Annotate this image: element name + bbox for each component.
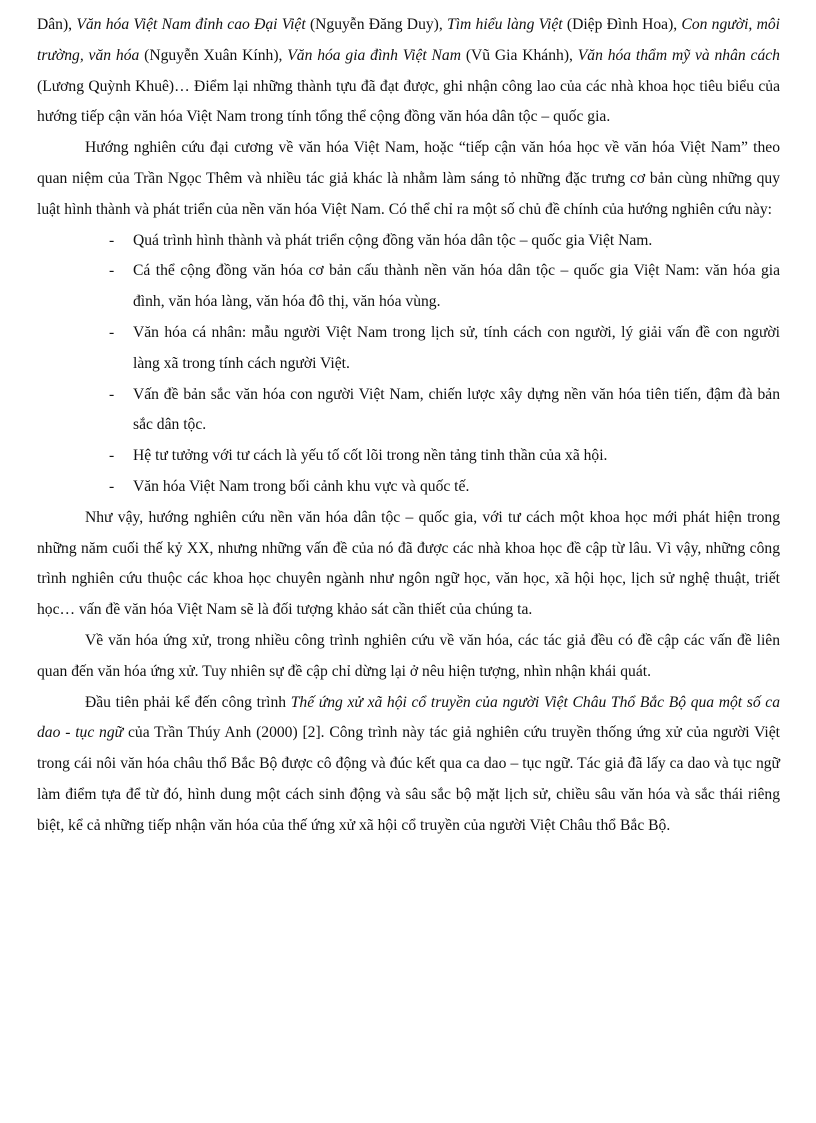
text-run: (Diệp Đình Hoa), bbox=[562, 16, 682, 33]
text-run: (Vũ Gia Khánh), bbox=[460, 46, 578, 64]
dash-marker: - bbox=[109, 262, 115, 280]
dash-marker: - bbox=[109, 385, 115, 403]
text-run: của Trần Thúy Anh (2000) [2]. Công trình này tác giả nghiên cứu truyền thống ứng xử của người Việt trong cái nôi văn hóa châu thổ Bắc Bộ được cô động và đúc kết qua ca dao – tục ngữ. Tác giả đã lấy ca dao và tục ngữ làm điểm tựa để từ đó, hình dung một cách sinh động và sâu sắc bộ mặt lịch sử, chiều sâu văn hóa và sắc thái riêng biệt, kể cả những tiếp nhận văn hóa của thế ứng xử xã hội cổ truyền của người Việt Châu thổ Bắc Bộ. bbox=[37, 724, 780, 834]
paragraph-1 bbox=[37, 10, 780, 133]
list-item bbox=[37, 318, 780, 380]
book-title: Văn hóa Việt Nam đỉnh cao Đại Việt bbox=[76, 16, 306, 33]
paragraph-2: Hướng nghiên cứu đại cương về văn hóa Việt Nam, hoặc “tiếp cận văn hóa học về văn hóa Việt Nam” theo quan niệm của Trần Ngọc Thêm và nhiều tác giả khác là nhằm làm sáng tỏ những đặc trưng cơ bản cùng những quy luật hình thành và phát triển của nền văn hóa Việt Nam. Có thể chỉ ra một số chủ đề chính của hướng nghiên cứu này: bbox=[37, 139, 780, 218]
list-item-text: Vấn đề bản sắc văn hóa con người Việt Nam, chiến lược xây dựng nền văn hóa tiên tiến, đậm đà bản sắc dân tộc. bbox=[133, 385, 780, 434]
list-item bbox=[37, 380, 780, 442]
paragraph-4: Về văn hóa ứng xử, trong nhiều công trình nghiên cứu về văn hóa, các tác giả đều có đề cập các vấn đề liên quan đến văn hóa ứng xử. Tuy nhiên sự đề cập chỉ dừng lại ở nêu hiện tượng, nhìn nhận khái quát. bbox=[37, 631, 780, 680]
book-title: Thế ứng xử xã hội cổ truyền của người Việt Châu Thổ Bắc Bộ qua một số ca dao - tục ngữ bbox=[37, 693, 780, 742]
list-item-text: Văn hóa Việt Nam trong bối cảnh khu vực và quốc tế. bbox=[133, 477, 470, 495]
list-item-text: Cá thể cộng đồng văn hóa cơ bản cấu thành nền văn hóa dân tộc – quốc gia Việt Nam: văn hóa gia đình, văn hóa làng, văn hóa đô thị, văn hóa vùng. bbox=[133, 262, 780, 311]
text-run: Đầu tiên phải kể đến công trình bbox=[85, 693, 291, 711]
list-item bbox=[37, 472, 780, 503]
book-title: Văn hóa gia đình Việt Nam bbox=[287, 46, 461, 64]
paragraph-5 bbox=[37, 688, 780, 842]
list-item-text: Văn hóa cá nhân: mẫu người Việt Nam trong lịch sử, tính cách con người, lý giải vấn đề con người làng xã trong tính cách người Việt. bbox=[133, 323, 780, 372]
text-run: (Lương Quỳnh Khuê)… Điểm lại những thành tựu đã đạt được, ghi nhận công lao của các nhà khoa học tiêu biểu của hướng tiếp cận văn hóa Việt Nam trong tính tổng thể cộng đồng văn hóa dân tộc – quốc gia. bbox=[37, 77, 780, 126]
book-title: Văn hóa thẩm mỹ và nhân cách bbox=[577, 46, 780, 64]
list-item bbox=[37, 226, 780, 257]
list-item-text: Hệ tư tưởng với tư cách là yếu tố cốt lõi trong nền tảng tinh thần của xã hội. bbox=[133, 447, 608, 465]
topic-list bbox=[37, 226, 780, 503]
dash-marker: - bbox=[109, 323, 115, 341]
list-item bbox=[37, 441, 780, 472]
book-title: Tìm hiểu làng Việt bbox=[447, 16, 563, 33]
document-page bbox=[37, 10, 780, 842]
list-item bbox=[37, 256, 780, 318]
text-run: (Nguyễn Xuân Kính), bbox=[139, 46, 288, 64]
book-title: Con người, môi trường, văn hóa bbox=[37, 16, 780, 64]
dash-marker: - bbox=[109, 477, 115, 495]
list-item-text: Quá trình hình thành và phát triển cộng đồng văn hóa dân tộc – quốc gia Việt Nam. bbox=[133, 231, 653, 249]
text-run: (Nguyễn Đăng Duy), bbox=[305, 16, 448, 33]
dash-marker: - bbox=[109, 231, 115, 249]
paragraph-3: Như vậy, hướng nghiên cứu nền văn hóa dân tộc – quốc gia, với tư cách một khoa học mới phát hiện trong những năm cuối thế kỷ XX, nhưng những vấn đề của nó đã được các nhà khoa học đề cập từ lâu. Vì vậy, những công trình nghiên cứu thuộc các khoa học chuyên ngành như ngôn ngữ học, văn học, xã hội học, lịch sử nghệ thuật, triết học… vấn đề văn hóa Việt Nam sẽ là đối tượng khảo sát cần thiết của chúng ta. bbox=[37, 508, 780, 619]
dash-marker: - bbox=[109, 447, 115, 465]
text-run: Dân), bbox=[37, 16, 77, 33]
